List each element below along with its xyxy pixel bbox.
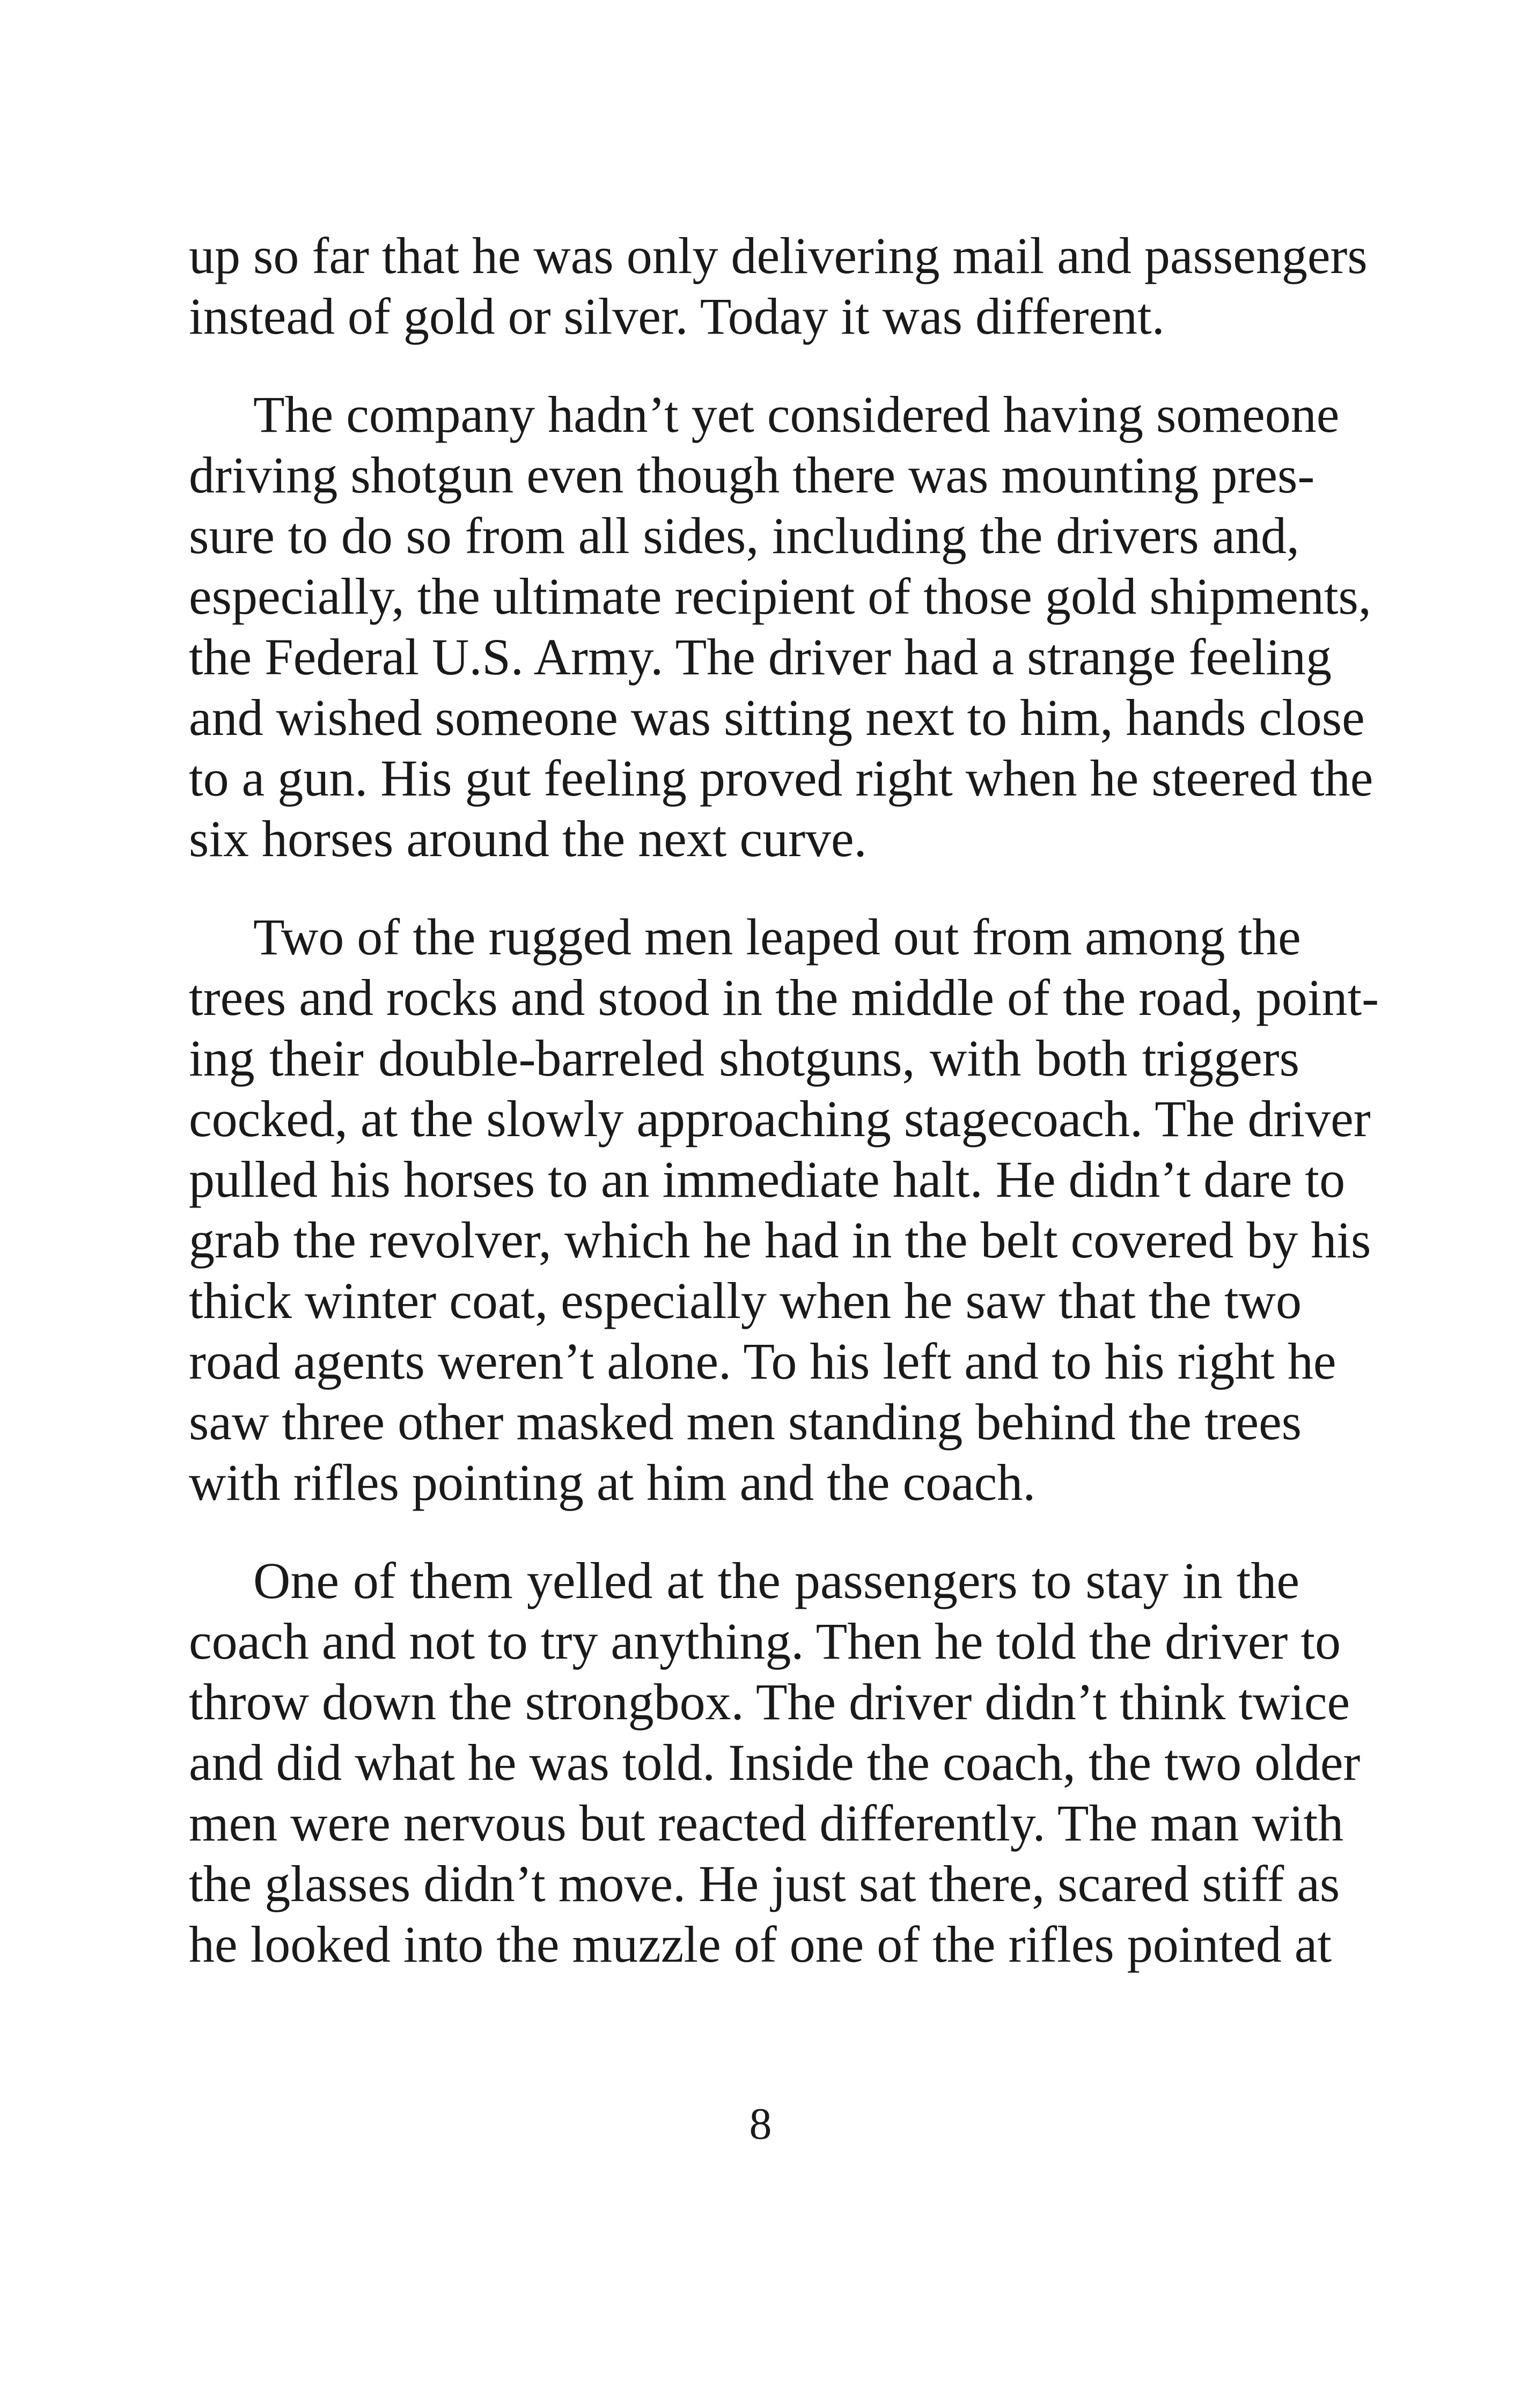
paragraph-2 <box>189 384 1373 869</box>
text-line: and did what he was told. Inside the coach, the two older <box>189 1734 1361 1791</box>
text-line: coach and not to try anything. Then he told the driver to <box>189 1612 1341 1670</box>
paragraph-1 <box>189 225 1368 347</box>
text-line: six horses around the next curve. <box>189 810 867 867</box>
text-line: driving shotgun even though there was mounting pres- <box>189 446 1315 504</box>
text-line: One of them yelled at the passengers to stay in the <box>253 1552 1299 1609</box>
body-text <box>189 225 1379 1975</box>
text-line: with rifles pointing at him and the coach. <box>189 1454 1036 1511</box>
text-line: instead of gold or silver. Today it was different. <box>189 288 1165 345</box>
text-line: ing their double-barreled shotguns, with both triggers <box>189 1029 1299 1087</box>
text-line: sure to do so from all sides, including the drivers and, <box>189 507 1299 564</box>
paragraph-3 <box>189 907 1379 1513</box>
text-line: to a gun. His gut feeling proved right when he steered the <box>189 749 1373 807</box>
text-line: saw three other masked men standing behind the trees <box>189 1393 1302 1450</box>
paragraph-spacer <box>189 869 1299 907</box>
text-line: Two of the rugged men leaped out from among the <box>253 908 1301 966</box>
text-line: trees and rocks and stood in the middle of the road, point- <box>189 969 1379 1026</box>
text-line: pulled his horses to an immediate halt. He didn’t dare to <box>189 1151 1346 1208</box>
text-line: up so far that he was only delivering mail and passengers <box>189 227 1368 284</box>
paragraph-4 <box>189 1550 1361 1975</box>
page-number: 8 <box>749 2099 772 2149</box>
text-line: the glasses didn’t move. He just sat there, scared stiff as <box>189 1855 1340 1912</box>
text-line: men were nervous but reacted differently. The man with <box>189 1794 1344 1852</box>
text-line: grab the revolver, which he had in the belt covered by his <box>189 1211 1371 1269</box>
text-line: throw down the strongbox. The driver didn’t think twice <box>189 1673 1350 1730</box>
text-line: and wished someone was sitting next to him, hands close <box>189 689 1365 746</box>
paragraph-spacer <box>189 347 1299 384</box>
text-line: he looked into the muzzle of one of the rifles pointed at <box>189 1916 1332 1973</box>
text-line: road agents weren’t alone. To his left and to his right he <box>189 1332 1336 1390</box>
paragraph-spacer <box>189 1513 1299 1550</box>
text-line: especially, the ultimate recipient of those gold shipments, <box>189 568 1371 625</box>
text-line: cocked, at the slowly approaching stagecoach. The driver <box>189 1090 1371 1147</box>
text-line: thick winter coat, especially when he saw that the two <box>189 1272 1302 1329</box>
text-line: The company hadn’t yet considered having someone <box>253 386 1340 443</box>
text-line: the Federal U.S. Army. The driver had a strange feeling <box>189 628 1332 686</box>
